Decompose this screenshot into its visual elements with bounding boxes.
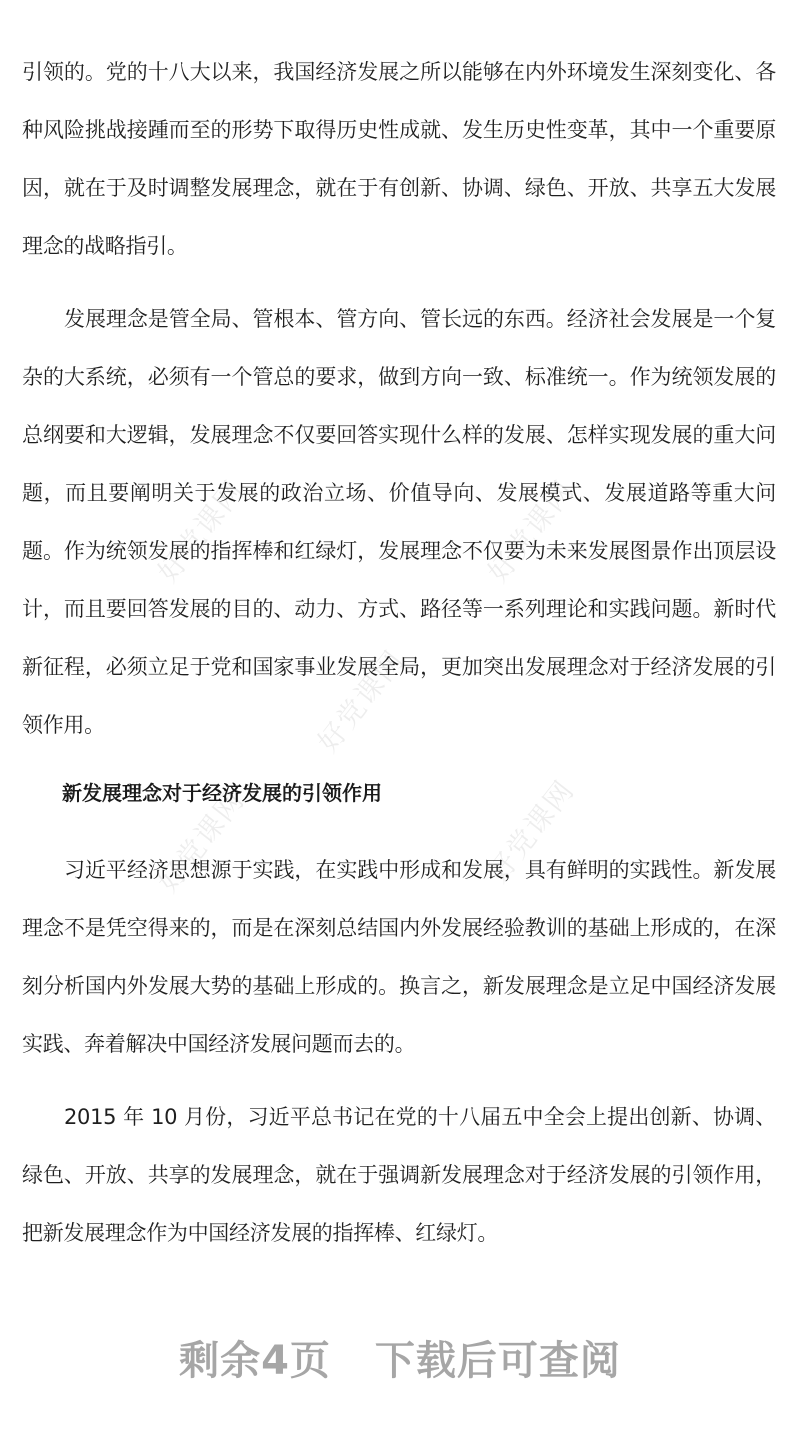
- watermark: 好党课网: [311, 643, 412, 759]
- watermark: 好党课网: [481, 473, 582, 589]
- watermark: 好党课网: [481, 773, 582, 889]
- download-prompt[interactable]: [0, 1336, 800, 1386]
- paragraph-2: 发展理念是管全局、管根本、管方向、管长远的东西。经济社会发展是一个复杂的大系统，必须有一个管总的要求，做到方向一致、标准统一。作为统领发展的总纲要和大逻辑，发展理念不仅要回答实现什么样的发展、怎样实现发展的重大问题，而且要阐明关于发展的政治立场、价值导向、发展模式、发展道路等重大问题。作为统领发展的指挥棒和红绿灯，发展理念不仅要为未来发展图景作出顶层设计，而且要回答发展的目的、动力、方式、路径等一系列理论和实践问题。新时代新征程，必须立足于党和国家事业发展全局，更加突出发展理念对于经济发展的引领作用。: [22, 307, 776, 737]
- watermark: 好党课网: [151, 783, 252, 899]
- paragraph-1: 引领的。党的十八大以来，我国经济发展之所以能够在内外环境发生深刻变化、各种风险挑战接踵而至的形势下取得历史性成就、发生历史性变革，其中一个重要原因，就在于及时调整发展理念，就在于有创新、协调、绿色、开放、共享五大发展理念的战略指引。: [22, 60, 776, 258]
- paragraph-3: 习近平经济思想源于实践，在实践中形成和发展，具有鲜明的实践性。新发展理念不是凭空得来的，而是在深刻总结国内外发展经验教训的基础上形成的，在深刻分析国内外发展大势的基础上形成的。换言之，新发展理念是立足中国经济发展实践、奔着解决中国经济发展问题而去的。: [22, 858, 776, 1056]
- download-to-view-label[interactable]: 下载后可查阅: [374, 1338, 621, 1384]
- remaining-pages-label: 剩余4页: [179, 1338, 331, 1384]
- paragraph-4: 2015 年 10 月份，习近平总书记在党的十八届五中全会上提出创新、协调、绿色、开放、共享的发展理念，就在于强调新发展理念对于经济发展的引领作用，把新发展理念作为中国经济发展的指挥棒、红绿灯。: [22, 1105, 776, 1245]
- watermark: 好党课网: [151, 473, 252, 589]
- section-heading: 新发展理念对于经济发展的引领作用: [62, 781, 382, 805]
